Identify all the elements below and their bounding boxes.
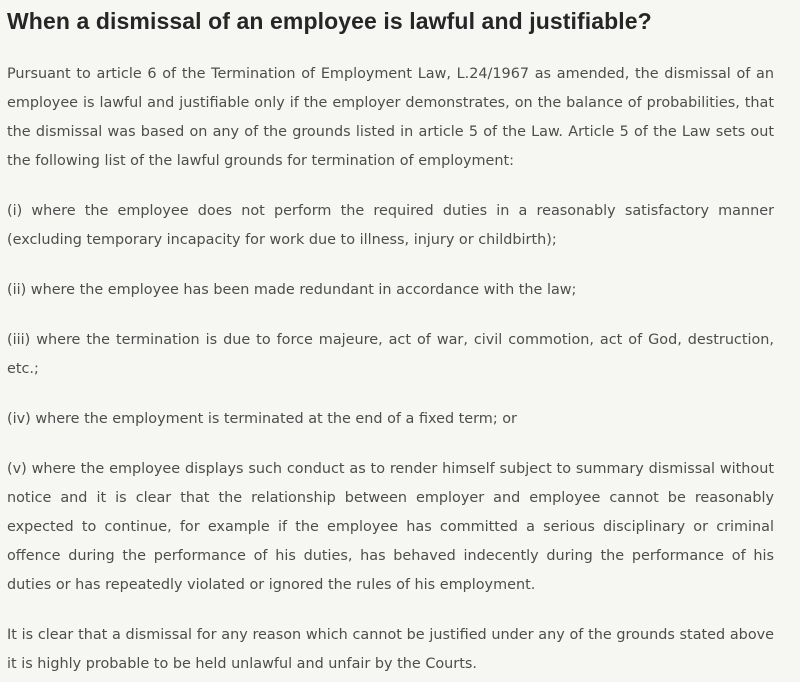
conclusion-paragraph: It is clear that a dismissal for any reason which cannot be justified under any of the grounds stated above it is highly probable to be held unlawful and unfair by the Courts. — [7, 627, 774, 672]
ground-v-paragraph: (v) where the employee displays such conduct as to render himself subject to summary dismissal without notice and it is clear that the relationship between employer and employee cannot be reasonably expected to continue, for example if the employee has committed a serious disciplinary or criminal offence during the performance of his duties, has behaved indecently during the performance of his duties or has repeatedly violated or ignored the rules of his employment. — [7, 461, 774, 593]
ground-i-paragraph: (i) where the employee does not perform the required duties in a reasonably satisfactory manner (excluding temporary incapacity for work due to illness, injury or childbirth); — [7, 203, 774, 248]
ground-iii-paragraph: (iii) where the termination is due to force majeure, act of war, civil commotion, act of God, destruction, etc.; — [7, 332, 774, 377]
article-title: When a dismissal of an employee is lawful and justifiable? — [7, 8, 652, 34]
ground-ii-paragraph: (ii) where the employee has been made redundant in accordance with the law; — [7, 282, 577, 298]
intro-paragraph: Pursuant to article 6 of the Termination of Employment Law, L.24/1967 as amended, the dismissal of an employee is lawful and justifiable only if the employer demonstrates, on the balance of probabilities, that the dismissal was based on any of the grounds listed in article 5 of the Law. Article 5 of the Law sets out the following list of the lawful grounds for termination of employment: — [7, 66, 774, 169]
ground-iv-paragraph: (iv) where the employment is terminated at the end of a fixed term; or — [7, 411, 517, 427]
